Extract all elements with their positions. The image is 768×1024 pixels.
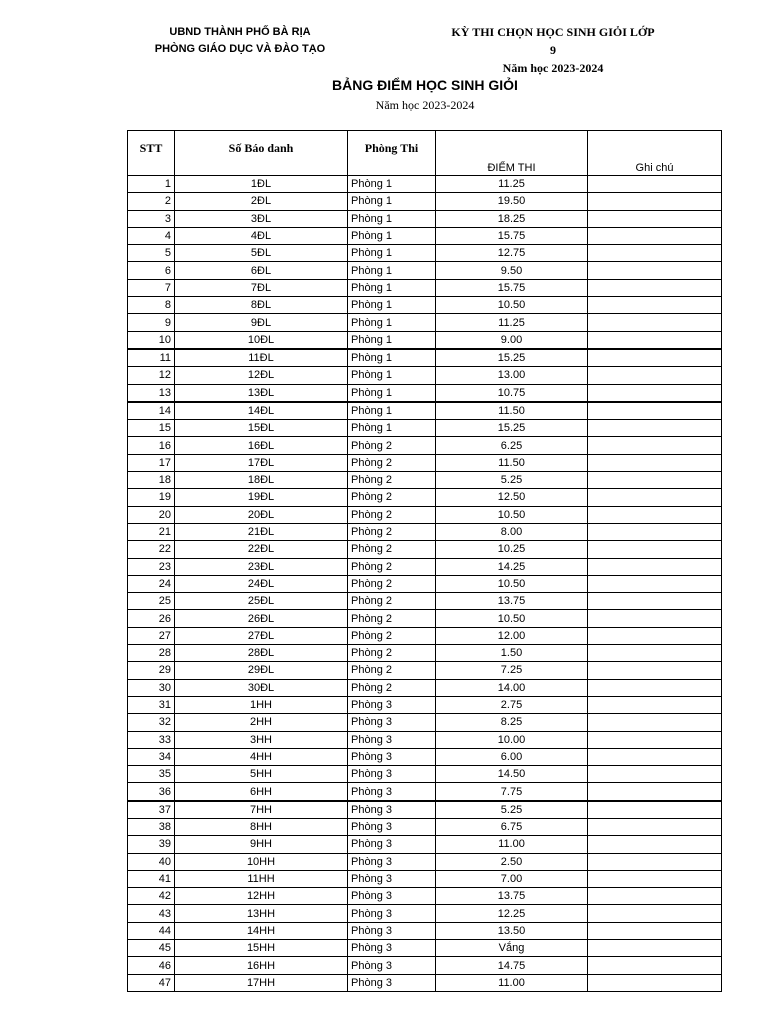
cell-sbd: 30ĐL — [175, 679, 348, 696]
cell-score: 5.25 — [436, 801, 588, 819]
cell-room: Phòng 2 — [348, 593, 436, 610]
cell-room: Phòng 3 — [348, 905, 436, 922]
cell-sbd: 5HH — [175, 766, 348, 783]
table-row — [128, 384, 722, 402]
cell-stt: 26 — [128, 610, 175, 627]
cell-stt: 33 — [128, 731, 175, 748]
cell-note — [588, 420, 722, 437]
column-header-sbd: Số Báo danh — [175, 131, 348, 176]
cell-note — [588, 489, 722, 506]
cell-stt: 31 — [128, 696, 175, 713]
table-row — [128, 940, 722, 957]
cell-score: 10.50 — [436, 506, 588, 523]
table-row — [128, 558, 722, 575]
cell-stt: 1 — [128, 176, 175, 193]
cell-stt: 8 — [128, 297, 175, 314]
table-row — [128, 314, 722, 331]
cell-sbd: 14ĐL — [175, 402, 348, 420]
table-row — [128, 210, 722, 227]
cell-score: 19.50 — [436, 193, 588, 210]
cell-note — [588, 297, 722, 314]
cell-stt: 16 — [128, 437, 175, 454]
cell-room: Phòng 2 — [348, 489, 436, 506]
cell-note — [588, 575, 722, 592]
cell-sbd: 20ĐL — [175, 506, 348, 523]
cell-score: 11.25 — [436, 314, 588, 331]
cell-stt: 15 — [128, 420, 175, 437]
cell-score: Vắng — [436, 940, 588, 957]
cell-stt: 42 — [128, 888, 175, 905]
cell-sbd: 13HH — [175, 905, 348, 922]
cell-score: 8.00 — [436, 523, 588, 540]
cell-note — [588, 870, 722, 887]
cell-note — [588, 367, 722, 384]
issuer-line-2: PHÒNG GIÁO DỤC VÀ ĐÀO TẠO — [154, 43, 326, 55]
cell-room: Phòng 3 — [348, 853, 436, 870]
table-row — [128, 367, 722, 384]
cell-room: Phòng 1 — [348, 367, 436, 384]
cell-room: Phòng 3 — [348, 957, 436, 974]
table-header-row — [128, 131, 722, 176]
cell-score: 9.00 — [436, 331, 588, 349]
cell-room: Phòng 2 — [348, 454, 436, 471]
cell-note — [588, 836, 722, 853]
cell-note — [588, 662, 722, 679]
cell-sbd: 10HH — [175, 853, 348, 870]
cell-room: Phòng 2 — [348, 679, 436, 696]
cell-score: 10.00 — [436, 731, 588, 748]
cell-room: Phòng 3 — [348, 714, 436, 731]
cell-stt: 3 — [128, 210, 175, 227]
cell-sbd: 6HH — [175, 783, 348, 801]
cell-note — [588, 593, 722, 610]
cell-score: 14.75 — [436, 957, 588, 974]
cell-sbd: 11HH — [175, 870, 348, 887]
cell-stt: 25 — [128, 593, 175, 610]
cell-score: 11.25 — [436, 176, 588, 193]
cell-room: Phòng 3 — [348, 783, 436, 801]
cell-stt: 34 — [128, 748, 175, 765]
table-row — [128, 905, 722, 922]
cell-note — [588, 940, 722, 957]
cell-stt: 4 — [128, 227, 175, 244]
cell-sbd: 3HH — [175, 731, 348, 748]
table-row — [128, 748, 722, 765]
cell-room: Phòng 3 — [348, 766, 436, 783]
table-row — [128, 454, 722, 471]
cell-score: 7.25 — [436, 662, 588, 679]
cell-sbd: 1HH — [175, 696, 348, 713]
table-row — [128, 801, 722, 819]
cell-note — [588, 279, 722, 296]
exam-line-2: Năm học 2023-2024 — [502, 61, 604, 75]
cell-sbd: 12HH — [175, 888, 348, 905]
cell-note — [588, 506, 722, 523]
cell-sbd: 4ĐL — [175, 227, 348, 244]
cell-score: 11.00 — [436, 836, 588, 853]
cell-score: 14.00 — [436, 679, 588, 696]
cell-stt: 18 — [128, 472, 175, 489]
cell-score: 13.00 — [436, 367, 588, 384]
cell-stt: 43 — [128, 905, 175, 922]
cell-note — [588, 748, 722, 765]
cell-sbd: 9ĐL — [175, 314, 348, 331]
cell-room: Phòng 1 — [348, 349, 436, 367]
cell-stt: 7 — [128, 279, 175, 296]
cell-note — [588, 227, 722, 244]
cell-score: 12.50 — [436, 489, 588, 506]
cell-stt: 29 — [128, 662, 175, 679]
cell-sbd: 9HH — [175, 836, 348, 853]
cell-sbd: 22ĐL — [175, 541, 348, 558]
cell-room: Phòng 1 — [348, 331, 436, 349]
cell-note — [588, 696, 722, 713]
column-header-room: Phòng Thi — [348, 131, 436, 176]
cell-room: Phòng 1 — [348, 420, 436, 437]
column-header-score: ĐIỂM THI — [436, 131, 588, 176]
cell-stt: 30 — [128, 679, 175, 696]
cell-stt: 5 — [128, 245, 175, 262]
table-row — [128, 472, 722, 489]
cell-stt: 45 — [128, 940, 175, 957]
cell-room: Phòng 1 — [348, 402, 436, 420]
cell-stt: 24 — [128, 575, 175, 592]
column-header-stt: STT — [128, 131, 175, 176]
table-row — [128, 245, 722, 262]
cell-stt: 35 — [128, 766, 175, 783]
cell-note — [588, 922, 722, 939]
cell-score: 8.25 — [436, 714, 588, 731]
cell-sbd: 17HH — [175, 974, 348, 991]
cell-room: Phòng 2 — [348, 558, 436, 575]
cell-stt: 44 — [128, 922, 175, 939]
cell-stt: 28 — [128, 645, 175, 662]
cell-score: 10.50 — [436, 297, 588, 314]
cell-sbd: 4HH — [175, 748, 348, 765]
cell-sbd: 12ĐL — [175, 367, 348, 384]
cell-sbd: 17ĐL — [175, 454, 348, 471]
table-row — [128, 262, 722, 279]
cell-room: Phòng 3 — [348, 888, 436, 905]
table-row — [128, 489, 722, 506]
cell-sbd: 1ĐL — [175, 176, 348, 193]
cell-score: 11.00 — [436, 974, 588, 991]
document-title: BẢNG ĐIỂM HỌC SINH GIỎI — [332, 77, 518, 93]
cell-note — [588, 541, 722, 558]
cell-note — [588, 176, 722, 193]
cell-score: 6.25 — [436, 437, 588, 454]
table-row — [128, 402, 722, 420]
cell-stt: 19 — [128, 489, 175, 506]
cell-stt: 2 — [128, 193, 175, 210]
cell-sbd: 19ĐL — [175, 489, 348, 506]
cell-note — [588, 349, 722, 367]
table-row — [128, 957, 722, 974]
cell-note — [588, 523, 722, 540]
cell-sbd: 18ĐL — [175, 472, 348, 489]
table-row — [128, 331, 722, 349]
cell-sbd: 3ĐL — [175, 210, 348, 227]
table-row — [128, 627, 722, 644]
cell-sbd: 25ĐL — [175, 593, 348, 610]
cell-room: Phòng 1 — [348, 279, 436, 296]
cell-score: 9.50 — [436, 262, 588, 279]
cell-note — [588, 766, 722, 783]
table-row — [128, 645, 722, 662]
cell-note — [588, 454, 722, 471]
cell-room: Phòng 2 — [348, 662, 436, 679]
table-row — [128, 610, 722, 627]
cell-sbd: 10ĐL — [175, 331, 348, 349]
cell-stt: 39 — [128, 836, 175, 853]
cell-note — [588, 714, 722, 731]
cell-room: Phòng 1 — [348, 262, 436, 279]
cell-note — [588, 558, 722, 575]
table-body — [128, 176, 722, 992]
cell-note — [588, 957, 722, 974]
cell-score: 12.25 — [436, 905, 588, 922]
column-header-note: Ghi chú — [588, 131, 722, 176]
table-row — [128, 922, 722, 939]
cell-note — [588, 905, 722, 922]
cell-note — [588, 472, 722, 489]
cell-score: 12.00 — [436, 627, 588, 644]
cell-note — [588, 853, 722, 870]
cell-room: Phòng 3 — [348, 818, 436, 835]
cell-note — [588, 210, 722, 227]
cell-sbd: 15HH — [175, 940, 348, 957]
cell-stt: 11 — [128, 349, 175, 367]
cell-note — [588, 627, 722, 644]
cell-room: Phòng 1 — [348, 227, 436, 244]
cell-room: Phòng 3 — [348, 922, 436, 939]
cell-stt: 13 — [128, 384, 175, 402]
cell-room: Phòng 3 — [348, 836, 436, 853]
cell-score: 13.75 — [436, 593, 588, 610]
cell-note — [588, 731, 722, 748]
cell-note — [588, 384, 722, 402]
cell-score: 10.75 — [436, 384, 588, 402]
cell-score: 11.50 — [436, 402, 588, 420]
table-row — [128, 575, 722, 592]
cell-room: Phòng 3 — [348, 870, 436, 887]
cell-sbd: 2HH — [175, 714, 348, 731]
table-row — [128, 541, 722, 558]
table-row — [128, 227, 722, 244]
cell-note — [588, 193, 722, 210]
cell-sbd: 23ĐL — [175, 558, 348, 575]
cell-room: Phòng 2 — [348, 472, 436, 489]
cell-stt: 36 — [128, 783, 175, 801]
cell-sbd: 27ĐL — [175, 627, 348, 644]
cell-sbd: 14HH — [175, 922, 348, 939]
table-row — [128, 523, 722, 540]
issuer-header — [140, 24, 340, 58]
cell-room: Phòng 2 — [348, 523, 436, 540]
cell-room: Phòng 2 — [348, 645, 436, 662]
table-row — [128, 783, 722, 801]
table-row — [128, 974, 722, 991]
cell-stt: 21 — [128, 523, 175, 540]
cell-note — [588, 974, 722, 991]
cell-stt: 22 — [128, 541, 175, 558]
cell-sbd: 29ĐL — [175, 662, 348, 679]
table-row — [128, 437, 722, 454]
cell-score: 13.50 — [436, 922, 588, 939]
cell-note — [588, 679, 722, 696]
table-row — [128, 662, 722, 679]
cell-sbd: 7HH — [175, 801, 348, 819]
cell-score: 5.25 — [436, 472, 588, 489]
cell-sbd: 11ĐL — [175, 349, 348, 367]
cell-sbd: 26ĐL — [175, 610, 348, 627]
cell-room: Phòng 3 — [348, 731, 436, 748]
table-row — [128, 696, 722, 713]
table-row — [128, 836, 722, 853]
table-row — [128, 679, 722, 696]
cell-stt: 14 — [128, 402, 175, 420]
issuer-line-1: UBND THÀNH PHỐ BÀ RỊA — [169, 26, 311, 38]
document-subtitle: Năm học 2023-2024 — [375, 98, 475, 112]
table-row — [128, 593, 722, 610]
cell-room: Phòng 3 — [348, 940, 436, 957]
cell-stt: 32 — [128, 714, 175, 731]
cell-sbd: 21ĐL — [175, 523, 348, 540]
cell-sbd: 16ĐL — [175, 437, 348, 454]
cell-note — [588, 437, 722, 454]
cell-stt: 12 — [128, 367, 175, 384]
cell-note — [588, 818, 722, 835]
cell-score: 1.50 — [436, 645, 588, 662]
table-row — [128, 297, 722, 314]
cell-note — [588, 402, 722, 420]
cell-room: Phòng 1 — [348, 384, 436, 402]
table-row — [128, 888, 722, 905]
cell-sbd: 7ĐL — [175, 279, 348, 296]
table-row — [128, 766, 722, 783]
cell-sbd: 8HH — [175, 818, 348, 835]
cell-room: Phòng 2 — [348, 610, 436, 627]
cell-room: Phòng 3 — [348, 696, 436, 713]
cell-score: 15.25 — [436, 420, 588, 437]
cell-sbd: 8ĐL — [175, 297, 348, 314]
cell-sbd: 16HH — [175, 957, 348, 974]
cell-stt: 23 — [128, 558, 175, 575]
cell-score: 2.75 — [436, 696, 588, 713]
table-row — [128, 870, 722, 887]
cell-score: 6.00 — [436, 748, 588, 765]
cell-note — [588, 262, 722, 279]
cell-sbd: 24ĐL — [175, 575, 348, 592]
cell-room: Phòng 1 — [348, 314, 436, 331]
table-row — [128, 349, 722, 367]
cell-room: Phòng 3 — [348, 748, 436, 765]
cell-stt: 20 — [128, 506, 175, 523]
cell-stt: 10 — [128, 331, 175, 349]
cell-sbd: 15ĐL — [175, 420, 348, 437]
cell-score: 15.75 — [436, 279, 588, 296]
cell-note — [588, 245, 722, 262]
cell-score: 14.25 — [436, 558, 588, 575]
cell-note — [588, 783, 722, 801]
table-row — [128, 176, 722, 193]
cell-score: 13.75 — [436, 888, 588, 905]
cell-room: Phòng 1 — [348, 245, 436, 262]
cell-room: Phòng 2 — [348, 575, 436, 592]
cell-stt: 6 — [128, 262, 175, 279]
cell-score: 10.50 — [436, 575, 588, 592]
cell-stt: 46 — [128, 957, 175, 974]
exam-line-1: KỲ THI CHỌN HỌC SINH GIỎI LỚP 9 — [451, 25, 655, 57]
cell-score: 10.50 — [436, 610, 588, 627]
cell-note — [588, 645, 722, 662]
cell-room: Phòng 2 — [348, 506, 436, 523]
cell-score: 7.00 — [436, 870, 588, 887]
cell-stt: 17 — [128, 454, 175, 471]
cell-room: Phòng 1 — [348, 210, 436, 227]
cell-note — [588, 888, 722, 905]
table-row — [128, 714, 722, 731]
cell-stt: 38 — [128, 818, 175, 835]
cell-sbd: 2ĐL — [175, 193, 348, 210]
cell-stt: 27 — [128, 627, 175, 644]
cell-score: 18.25 — [436, 210, 588, 227]
cell-score: 15.25 — [436, 349, 588, 367]
cell-room: Phòng 1 — [348, 297, 436, 314]
table-row — [128, 818, 722, 835]
cell-score: 7.75 — [436, 783, 588, 801]
cell-note — [588, 314, 722, 331]
score-table — [127, 130, 722, 992]
cell-room: Phòng 1 — [348, 193, 436, 210]
cell-room: Phòng 3 — [348, 801, 436, 819]
cell-sbd: 6ĐL — [175, 262, 348, 279]
table-row — [128, 853, 722, 870]
table-row — [128, 420, 722, 437]
cell-score: 12.75 — [436, 245, 588, 262]
cell-stt: 47 — [128, 974, 175, 991]
table-row — [128, 506, 722, 523]
table-row — [128, 279, 722, 296]
cell-room: Phòng 3 — [348, 974, 436, 991]
cell-score: 11.50 — [436, 454, 588, 471]
cell-score: 15.75 — [436, 227, 588, 244]
cell-sbd: 13ĐL — [175, 384, 348, 402]
cell-note — [588, 331, 722, 349]
cell-stt: 40 — [128, 853, 175, 870]
cell-room: Phòng 2 — [348, 437, 436, 454]
cell-note — [588, 801, 722, 819]
cell-sbd: 28ĐL — [175, 645, 348, 662]
cell-room: Phòng 2 — [348, 541, 436, 558]
cell-note — [588, 610, 722, 627]
exam-header — [448, 23, 658, 77]
cell-stt: 37 — [128, 801, 175, 819]
cell-score: 14.50 — [436, 766, 588, 783]
cell-score: 6.75 — [436, 818, 588, 835]
cell-stt: 41 — [128, 870, 175, 887]
table-row — [128, 731, 722, 748]
cell-sbd: 5ĐL — [175, 245, 348, 262]
cell-stt: 9 — [128, 314, 175, 331]
cell-score: 10.25 — [436, 541, 588, 558]
table-row — [128, 193, 722, 210]
cell-room: Phòng 2 — [348, 627, 436, 644]
cell-score: 2.50 — [436, 853, 588, 870]
cell-room: Phòng 1 — [348, 176, 436, 193]
